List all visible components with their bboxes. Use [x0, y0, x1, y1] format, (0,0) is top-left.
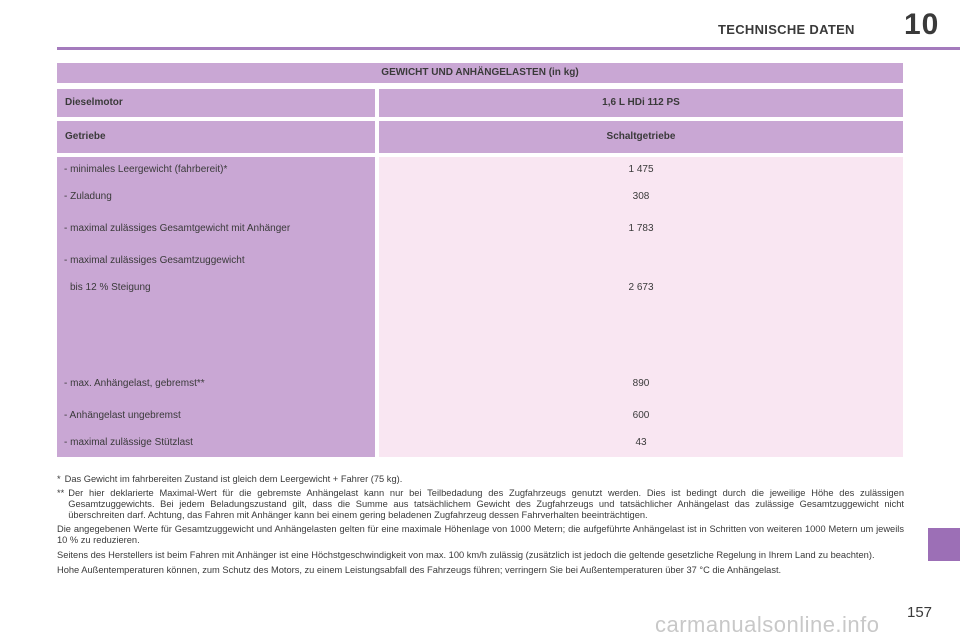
note-paragraph-speed: Seitens des Herstellers ist beim Fahren mit Anhänger ist eine Höchstgeschwindigkeit von max. 100 km/h zulässig (zusätzlich ist jedoch die geltende gesetzliche Regelung in Ihrem Land zu beachten). [57, 550, 875, 560]
table-row-label: - maximal zulässige Stützlast [64, 437, 193, 448]
table-row-value: 890 [632, 378, 650, 389]
watermark: carmanualsonline.info [655, 612, 880, 637]
table-row-label: bis 12 % Steigung [70, 282, 151, 293]
footnote-mark: ** [57, 488, 65, 498]
table-row-label: - minimales Leergewicht (fahrbereit)* [64, 164, 228, 175]
table-row-label: - max. Anhängelast, gebremst** [64, 378, 205, 389]
page-number: 157 [907, 604, 933, 621]
table-row-value: 308 [632, 191, 650, 202]
table-row-value: 43 [635, 437, 647, 448]
note-paragraph-altitude: Die angegebenen Werte für Gesamtzuggewicht und Anhängelasten gelten für eine maximale Höhenlage von 1000 Metern; die aufgeführte Anhängelast ist in Schritten von weiteren 1000 Metern um jeweils 10 % zu reduzieren. [57, 524, 904, 545]
footnote-mark: * [57, 474, 61, 484]
table-row-label: - maximal zulässiges Gesamtgewicht mit Anhänger [64, 223, 291, 234]
chapter-number: 10 [904, 8, 940, 41]
table-title: GEWICHT UND ANHÄNGELASTEN (in kg) [57, 63, 903, 83]
table-row-value: 1 475 [628, 164, 654, 175]
table-row-value: 2 673 [628, 282, 654, 293]
footnote-text: Der hier deklarierte Maximal-Wert für die gebremste Anhängelast kann nur bei Teilbedadung des Zugfahrzeugs genutzt werden. Dies ist bedingt durch die jeweilige Höhe des zulässigen Gesamtzuggewichts. Bei jedem Beladungszustand gilt, dass die Summe aus tatsächlichem Gewicht des Zugfahrzeugs und tatsächlicher Anhängelast das zulässige Gesamtzuggewicht nicht überschreiten darf. Achtung, das Fahren mit Anhänger kann bei einem gering beladenen Zugfahrzeug dessen Fahrverhalten beeinträchtigen. [68, 488, 904, 520]
note-paragraph-temperature: Hohe Außentemperaturen können, zum Schutz des Motors, zu einem Leistungsabfall des Fahrzeugs führen; verringern Sie bei Außentemperaturen über 37 °C die Anhängelast. [57, 565, 782, 575]
table-row-value: 1 783 [628, 223, 654, 234]
chapter-side-tab [928, 528, 960, 561]
table-row-label: - Zuladung [64, 191, 112, 202]
footnote-text: Das Gewicht im fahrbereiten Zustand ist gleich dem Leergewicht + Fahrer (75 kg). [64, 474, 403, 484]
engine-value: 1,6 L HDi 112 PS [379, 89, 903, 117]
footnote-2 [57, 488, 904, 521]
gearbox-label: Getriebe [57, 121, 375, 153]
engine-label: Dieselmotor [57, 89, 375, 117]
section-title: TECHNISCHE DATEN [718, 22, 855, 37]
gearbox-value: Schaltgetriebe [379, 121, 903, 153]
table-row-label: - maximal zulässiges Gesamtzuggewicht [64, 255, 245, 266]
footnote-1 [57, 474, 904, 485]
header-divider [57, 47, 960, 50]
table-row-label: - Anhängelast ungebremst [64, 410, 181, 421]
table-row-value: 600 [632, 410, 650, 421]
footnotes [57, 474, 904, 580]
